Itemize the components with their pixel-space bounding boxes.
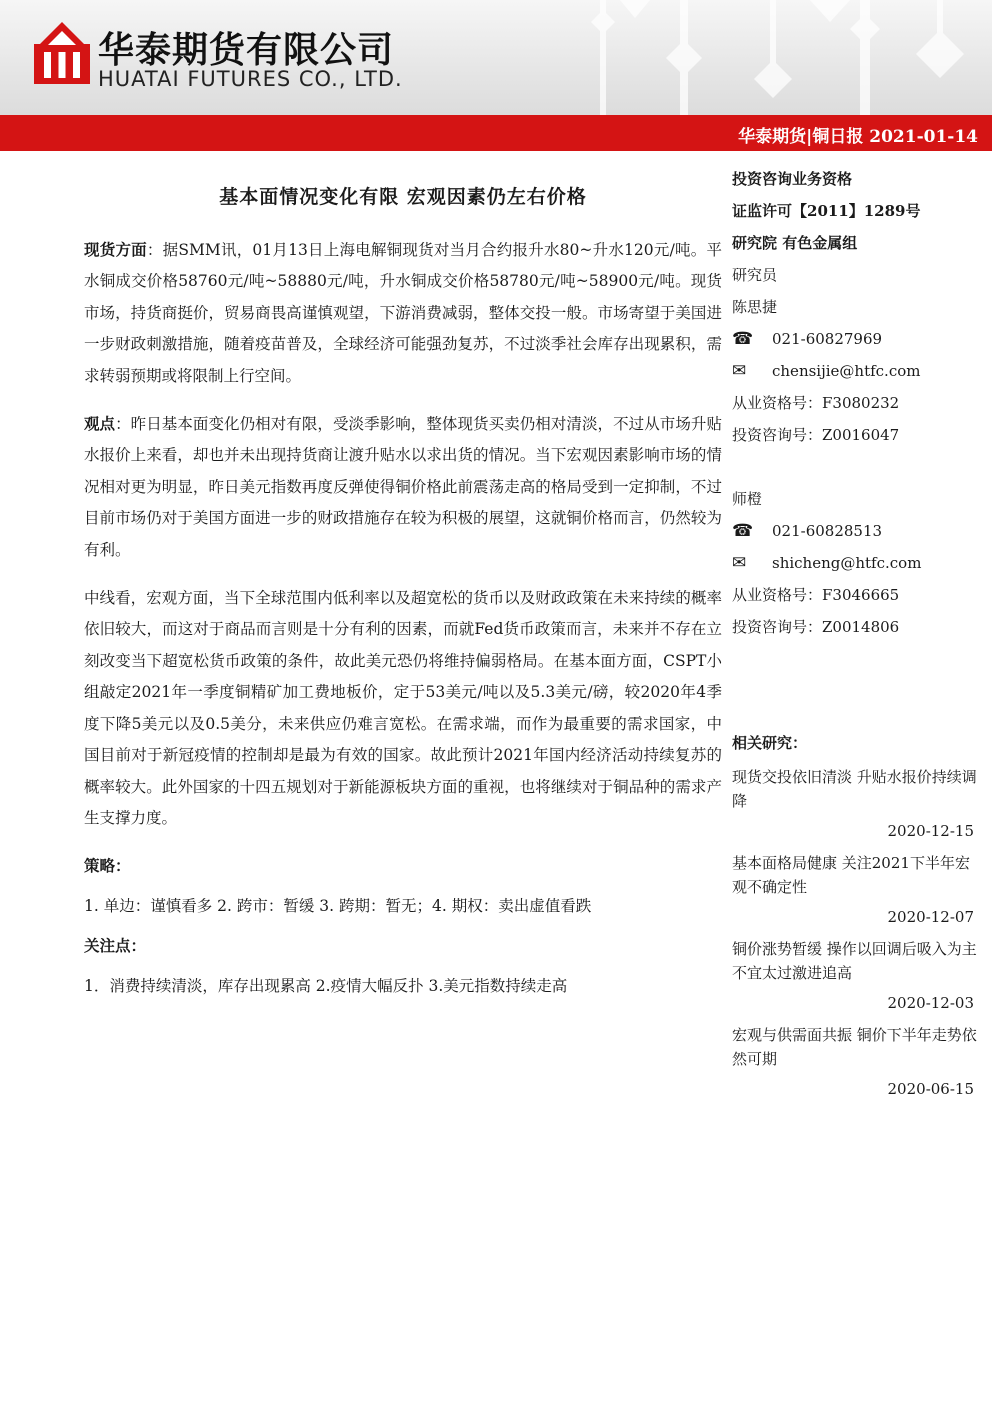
analyst-name: 师橙 (732, 490, 763, 508)
paragraph-midterm (84, 582, 722, 834)
analyst-name: 陈思捷 (732, 298, 778, 316)
related-date: 2020-12-03 (887, 994, 974, 1012)
practice-number: 从业资格号：F3046665 (732, 586, 900, 604)
focus-heading: 关注点： (84, 936, 147, 956)
phone-icon: ☎ (732, 329, 754, 349)
advisory-number: 投资咨询号：Z0014806 (732, 618, 900, 636)
company-name-en: HUATAI FUTURES CO., LTD. (98, 67, 403, 91)
qualification: 投资咨询业务资格 (732, 170, 853, 188)
phone-number: 021-60827969 (772, 330, 883, 348)
advisory-number: 投资咨询号：Z0016047 (732, 426, 900, 444)
related-item[interactable] (732, 851, 978, 931)
related-date: 2020-12-15 (887, 822, 974, 840)
paragraph-lead: 观点 (84, 414, 116, 434)
focus-text: 1．消费持续清淡，库存出现累高 2.疫情大幅反扑 3.美元指数持续走高 (84, 977, 568, 996)
license: 证监许可【2011】1289号 (732, 202, 921, 220)
email-link[interactable]: chensijie@htfc.com (772, 362, 921, 380)
sidebar (732, 163, 978, 1103)
related-item[interactable] (732, 1023, 978, 1103)
strategy-heading: 策略： (84, 856, 131, 876)
paragraph-spot (84, 234, 722, 392)
paragraph-lead: 现货方面 (84, 240, 147, 259)
phone-number: 021-60828513 (772, 522, 883, 540)
analyst-phone (732, 323, 978, 355)
related-date: 2020-12-07 (887, 908, 974, 926)
decorative-pattern-icon (560, 0, 992, 115)
related-research-heading: 相关研究： (732, 734, 808, 752)
related-date: 2020-06-15 (887, 1080, 974, 1098)
analyst-email (732, 355, 978, 387)
researcher-label: 研究员 (732, 266, 778, 284)
paragraph-view (84, 408, 722, 566)
huatai-logo-icon (34, 22, 90, 84)
related-item[interactable] (732, 765, 978, 845)
related-title: 铜价涨势暂缓 操作以回调后吸入为主不宜太过激进追高 (732, 940, 977, 982)
related-title: 现货交投依旧清淡 升贴水报价持续调降 (732, 768, 977, 810)
related-title: 宏观与供需面共振 铜价下半年走势依然可期 (732, 1026, 977, 1068)
related-item[interactable] (732, 937, 978, 1017)
paragraph-text: ：昨日基本面变化仍相对有限，受淡季影响，整体现货买卖仍相对清淡，不过从市场升贴水报价上来看，却也并未出现持货商让渡升贴水以求出货的情况。当下宏观因素影响市场的情况相对更为明显，昨日美元指数再度反弹使得铜价格此前震荡走高的格局受到一定抑制，不过目前市场仍对于美国方面进一步的财政措施存在较为积极的展望，这就铜价格而言，仍然较为有利。 (84, 415, 722, 559)
page-header (0, 0, 992, 115)
paragraph-text: ：据SMM讯，01月13日上海电解铜现货对当月合约报升水80~升水120元/吨。平水铜成交价格58760元/吨~58880元/吨，升水铜成交价格58780元/吨~58900元/吨。现货市场，持货商挺价，贸易商畏高谨慎观望，下游消费减弱，整体交投一般。市场寄望于美国进一步财政刺激措施，随着疫苗普及，全球经济可能强劲复苏，不过淡季社会库存出现累积，需求转弱预期或将限制上行空间。 (84, 241, 722, 385)
envelope-icon: ✉ (732, 361, 747, 381)
envelope-icon: ✉ (732, 553, 747, 573)
company-name-cn: 华泰期货有限公司 (98, 30, 395, 71)
report-tag: 华泰期货|铜日报 2021-01-14 (738, 127, 978, 147)
analyst-email (732, 547, 978, 579)
institute: 研究院 有色金属组 (732, 234, 858, 252)
related-title: 基本面格局健康 关注2021下半年宏观不确定性 (732, 854, 970, 896)
phone-icon: ☎ (732, 521, 754, 541)
paragraph-text: 中线看，宏观方面，当下全球范围内低利率以及超宽松的货币以及财政政策在未来持续的概率依旧较大，而这对于商品而言则是十分有利的因素，而就Fed货币政策而言，未来并不存在立刻改变当下超宽松货币政策的条件，故此美元恐仍将维持偏弱格局。在基本面方面，CSPT小组敲定2021年一季度铜精矿加工费地板价，定于53美元/吨以及5.3美元/磅，较2020年4季度下降5美元以及0.5美分，未来供应仍难言宽松。在需求端，而作为最重要的需求国家，中国目前对于新冠疫情的控制却是最为有效的国家。故此预计2021年国内经济活动持续复苏的概率较大。此外国家的十四五规划对于新能源板块方面的重视，也将继续对于铜品种的需求产生支撑力度。 (84, 589, 722, 827)
report-title: 基本面情况变化有限 宏观因素仍左右价格 (219, 186, 587, 208)
main-content (84, 182, 722, 1010)
practice-number: 从业资格号：F3080232 (732, 394, 900, 412)
report-banner (0, 115, 992, 151)
strategy-text: 1. 单边：谨慎看多 2. 跨市：暂缓 3. 跨期：暂无；4. 期权：卖出虚值看跌 (84, 897, 592, 916)
email-link[interactable]: shicheng@htfc.com (772, 554, 922, 572)
analyst-phone (732, 515, 978, 547)
